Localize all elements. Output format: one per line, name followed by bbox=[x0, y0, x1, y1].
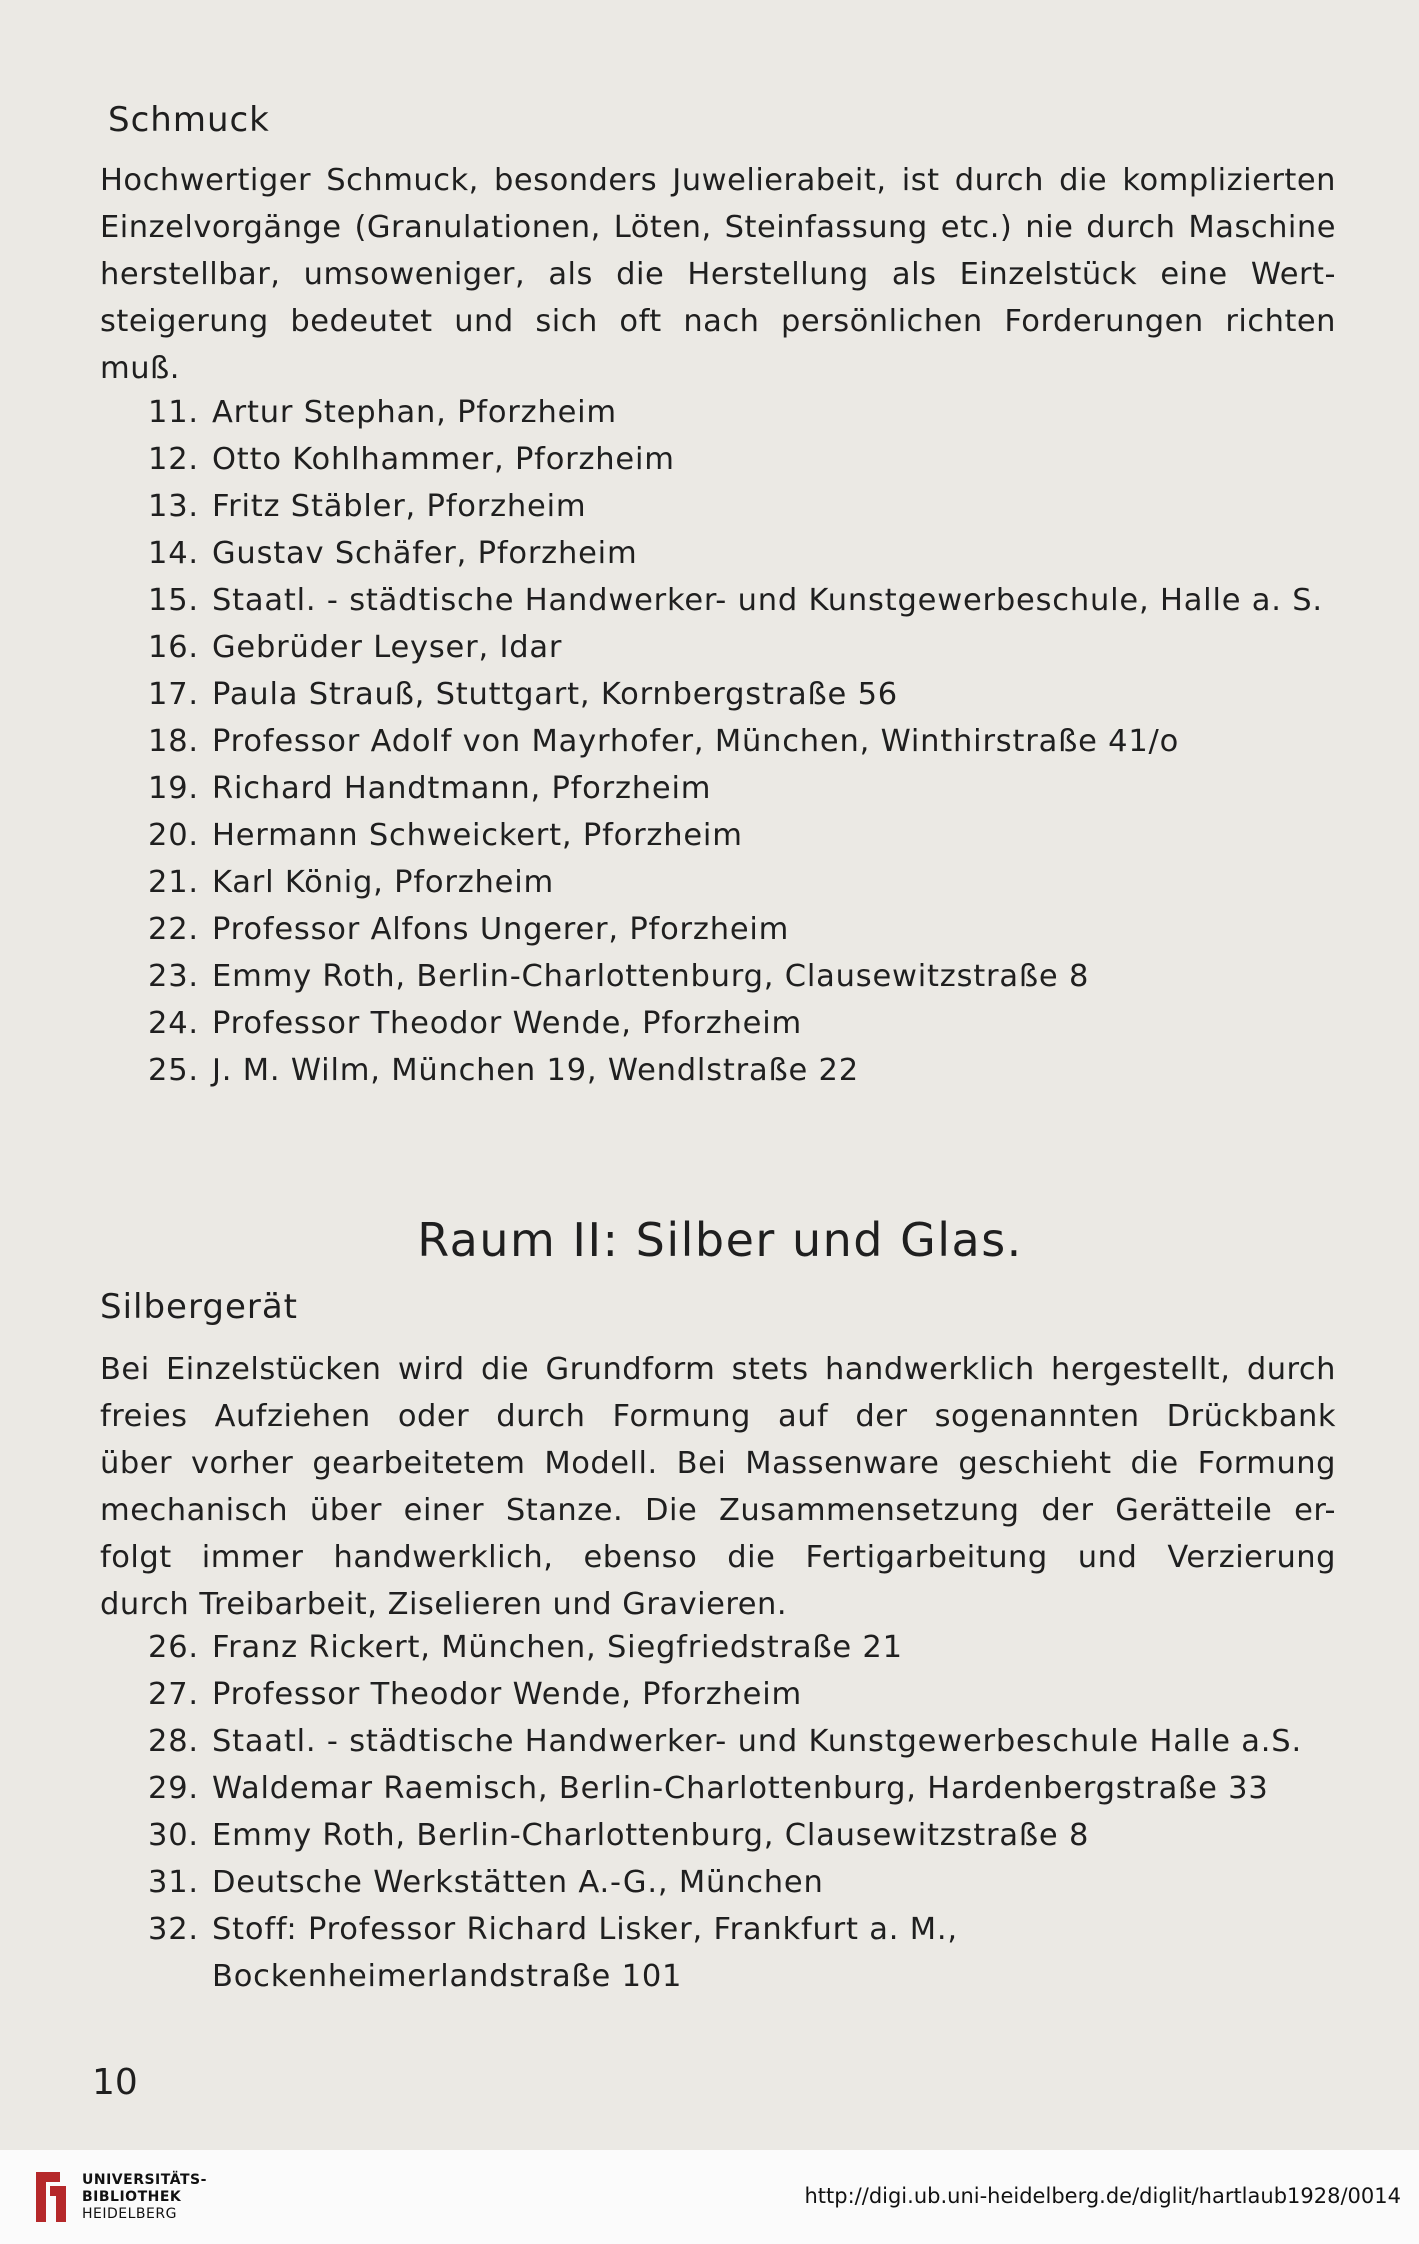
list-item bbox=[148, 1047, 1323, 1094]
item-number: 19. bbox=[148, 771, 199, 806]
item-text: Gebrüder Leyser, Idar bbox=[212, 630, 563, 665]
paragraph-line: über vorher gearbeitetem Modell. Bei Massenware geschieht die Formung bbox=[100, 1446, 1336, 1481]
item-number: 31. bbox=[148, 1865, 199, 1900]
permalink-url[interactable]: http://digi.ub.uni-heidelberg.de/diglit/hartlaub1928/0014 bbox=[804, 2184, 1401, 2208]
item-text: Staatl. - städtische Handwerker- und Kunstgewerbeschule Halle a.S. bbox=[212, 1724, 1302, 1759]
list-item bbox=[148, 389, 1323, 436]
logo-line-2: BIBLIOTHEK bbox=[82, 2189, 182, 2205]
item-number: 29. bbox=[148, 1771, 199, 1806]
library-logo-icon bbox=[30, 2168, 72, 2226]
list-item bbox=[148, 859, 1323, 906]
item-text: Fritz Stäbler, Pforzheim bbox=[212, 489, 587, 524]
library-logo-text bbox=[82, 2172, 207, 2223]
item-text: Hermann Schweickert, Pforzheim bbox=[212, 818, 743, 853]
paragraph-line: steigerung bedeutet und sich oft nach persönlichen Forderungen richten bbox=[100, 304, 1336, 339]
paragraph-line: Einzelvorgänge (Granulationen, Löten, Steinfassung etc.) nie durch Maschine bbox=[100, 210, 1336, 245]
item-number: 15. bbox=[148, 583, 199, 618]
item-text: Paula Strauß, Stuttgart, Kornbergstraße 56 bbox=[212, 677, 899, 712]
list-item bbox=[148, 1906, 1302, 1953]
item-number: 17. bbox=[148, 677, 199, 712]
list-item bbox=[148, 718, 1323, 765]
room-title: Raum II: Silber und Glas. bbox=[417, 1213, 1023, 1267]
paragraph-line: freies Aufziehen oder durch Formung auf der sogenannten Drückbank bbox=[100, 1399, 1336, 1434]
page-number: 10 bbox=[92, 2062, 138, 2103]
section-heading-silbergeraet: Silbergerät bbox=[100, 1287, 298, 1327]
footer-bar bbox=[0, 2150, 1419, 2244]
paragraph-line: folgt immer handwerklich, ebenso die Fertigarbeitung und Verzierung bbox=[100, 1540, 1336, 1575]
list-item bbox=[148, 1671, 1302, 1718]
item-number: 26. bbox=[148, 1630, 199, 1665]
item-continuation: Bockenheimerlandstraße 101 bbox=[212, 1959, 683, 1994]
item-number: 14. bbox=[148, 536, 199, 571]
list-item bbox=[148, 1765, 1302, 1812]
paragraph-line: muß. bbox=[100, 351, 180, 386]
paragraph-line: Bei Einzelstücken wird die Grundform stets handwerklich hergestellt, durch bbox=[100, 1352, 1336, 1387]
item-number: 18. bbox=[148, 724, 199, 759]
item-number: 13. bbox=[148, 489, 199, 524]
item-number: 27. bbox=[148, 1677, 199, 1712]
item-number: 20. bbox=[148, 818, 199, 853]
item-text: Waldemar Raemisch, Berlin-Charlottenburg, Hardenbergstraße 33 bbox=[212, 1771, 1269, 1806]
section-heading-schmuck: Schmuck bbox=[108, 100, 270, 140]
list-item bbox=[148, 483, 1323, 530]
item-text: Staatl. - städtische Handwerker- und Kunstgewerbeschule, Halle a. S. bbox=[212, 583, 1323, 618]
list-item bbox=[148, 671, 1323, 718]
item-number: 12. bbox=[148, 442, 199, 477]
logo-line-3: HEIDELBERG bbox=[82, 2206, 177, 2222]
paragraph-line: durch Treibarbeit, Ziselieren und Gravieren. bbox=[100, 1587, 788, 1622]
item-number: 23. bbox=[148, 959, 199, 994]
item-number: 11. bbox=[148, 395, 199, 430]
list-item bbox=[148, 1718, 1302, 1765]
list-item bbox=[148, 624, 1323, 671]
item-text: Emmy Roth, Berlin-Charlottenburg, Clausewitzstraße 8 bbox=[212, 1818, 1090, 1853]
item-text: Richard Handtmann, Pforzheim bbox=[212, 771, 712, 806]
paragraph-line: mechanisch über einer Stanze. Die Zusammensetzung der Gerätteile er- bbox=[100, 1493, 1336, 1528]
section-paragraph-schmuck bbox=[100, 157, 1336, 392]
item-text: Professor Alfons Ungerer, Pforzheim bbox=[212, 912, 790, 947]
item-text: J. M. Wilm, München 19, Wendlstraße 22 bbox=[212, 1053, 859, 1088]
list-item bbox=[148, 530, 1323, 577]
list-item bbox=[148, 906, 1323, 953]
item-number: 22. bbox=[148, 912, 199, 947]
item-number: 24. bbox=[148, 1006, 199, 1041]
item-number: 32. bbox=[148, 1912, 199, 1947]
list-item bbox=[148, 1000, 1323, 1047]
list-item bbox=[148, 765, 1323, 812]
item-number: 28. bbox=[148, 1724, 199, 1759]
item-number: 25. bbox=[148, 1053, 199, 1088]
item-text: Stoff: Professor Richard Lisker, Frankfurt a. M., bbox=[212, 1912, 958, 1947]
item-text: Artur Stephan, Pforzheim bbox=[212, 395, 617, 430]
item-text: Emmy Roth, Berlin-Charlottenburg, Clausewitzstraße 8 bbox=[212, 959, 1090, 994]
paragraph-line: Hochwertiger Schmuck, besonders Juwelierabeit, ist durch die komplizierten bbox=[100, 163, 1336, 198]
item-text: Professor Theodor Wende, Pforzheim bbox=[212, 1006, 803, 1041]
item-text: Gustav Schäfer, Pforzheim bbox=[212, 536, 638, 571]
list-item bbox=[148, 1812, 1302, 1859]
item-text: Franz Rickert, München, Siegfriedstraße 21 bbox=[212, 1630, 903, 1665]
item-text: Karl König, Pforzheim bbox=[212, 865, 554, 900]
item-list-schmuck bbox=[148, 389, 1323, 1094]
list-item bbox=[148, 1859, 1302, 1906]
list-item bbox=[148, 953, 1323, 1000]
item-number: 16. bbox=[148, 630, 199, 665]
list-item bbox=[148, 1624, 1302, 1671]
item-number: 21. bbox=[148, 865, 199, 900]
item-text: Otto Kohlhammer, Pforzheim bbox=[212, 442, 675, 477]
list-item bbox=[148, 577, 1323, 624]
item-text: Professor Adolf von Mayrhofer, München, Winthirstraße 41/o bbox=[212, 724, 1180, 759]
section-paragraph-silbergeraet bbox=[100, 1346, 1336, 1628]
logo-line-1: UNIVERSITÄTS- bbox=[82, 2172, 207, 2188]
item-number: 30. bbox=[148, 1818, 199, 1853]
item-list-silbergeraet bbox=[148, 1624, 1302, 2000]
paragraph-line: herstellbar, umsoweniger, als die Herstellung als Einzelstück eine Wert- bbox=[100, 257, 1336, 292]
list-item bbox=[148, 812, 1323, 859]
list-item bbox=[148, 436, 1323, 483]
item-text: Professor Theodor Wende, Pforzheim bbox=[212, 1677, 803, 1712]
item-text: Deutsche Werkstätten A.-G., München bbox=[212, 1865, 824, 1900]
